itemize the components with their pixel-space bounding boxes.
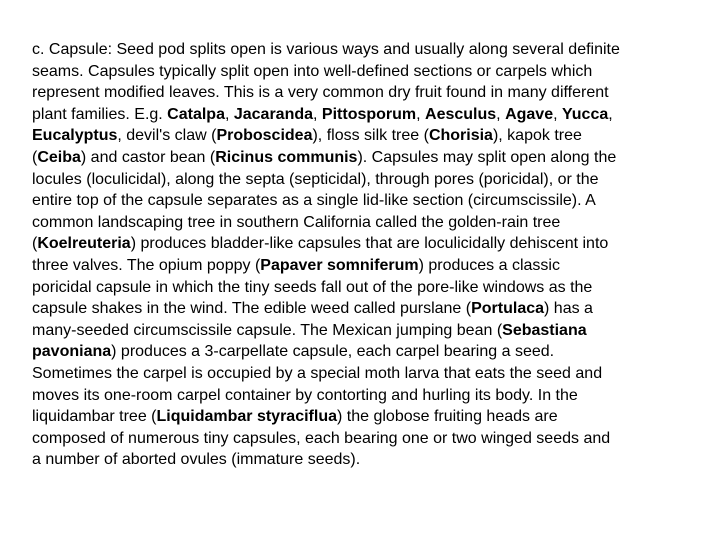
text-run: seams. Capsules typically split open into well-defined sections or carpels which — [32, 62, 593, 80]
text-run: , — [416, 105, 426, 123]
species-name: pavoniana — [32, 343, 112, 361]
text-run: , — [496, 105, 506, 123]
text-run: represent modified leaves. This is a very common dry fruit found in many different — [32, 84, 609, 102]
genus-name: Aesculus — [425, 105, 497, 123]
genus-name: Catalpa — [167, 105, 225, 123]
text-run: ) and castor bean ( — [80, 148, 216, 166]
text-run: entire top of the capsule separates as a single lid-like section (circumscissile). A — [32, 192, 596, 210]
text-run: composed of numerous tiny capsules, each bearing one or two winged seeds and — [32, 429, 611, 447]
text-run: ), floss silk tree ( — [312, 127, 429, 145]
text-run: common landscaping tree in southern California called the golden-rain tree — [32, 213, 561, 231]
text-run: plant families. E.g. — [32, 105, 168, 123]
text-run: , — [608, 105, 613, 123]
text-run: ). Capsules may split open along the — [357, 148, 617, 166]
text-line-13 — [32, 298, 696, 320]
text-run: poricidal capsule in which the tiny seeds fall out of the pore-like windows as the — [32, 278, 593, 296]
text-line-9 — [32, 212, 696, 234]
text-run: moves its one-room carpel container by contorting and hurling its body. In the — [32, 386, 578, 404]
genus-name: Ceiba — [37, 148, 81, 166]
text-line-19 — [32, 428, 696, 450]
capsule-description-paragraph — [32, 39, 696, 471]
text-run: , — [553, 105, 562, 123]
species-name: Ricinus communis — [215, 148, 358, 166]
text-run: ( — [32, 235, 38, 253]
text-line-11 — [32, 255, 696, 277]
genus-name: Proboscidea — [216, 127, 313, 145]
genus-name: Portulaca — [471, 300, 545, 318]
text-run: c. Capsule: Seed pod splits open is various ways and usually along several definite — [32, 41, 620, 58]
text-run: a number of aborted ovules (immature seeds). — [32, 451, 361, 469]
text-line-15 — [32, 341, 696, 363]
text-line-12 — [32, 277, 696, 299]
text-line-5 — [32, 125, 696, 147]
text-run: , — [313, 105, 322, 123]
text-run: ) produces bladder-like capsules that are loculicidally dehiscent into — [130, 235, 609, 253]
text-line-18 — [32, 406, 696, 428]
text-run: ) produces a 3-carpellate capsule, each carpel bearing a seed. — [111, 343, 555, 361]
text-run: , devil's claw ( — [117, 127, 217, 145]
text-line-14 — [32, 320, 696, 342]
text-run: capsule shakes in the wind. The edible weed called purslane ( — [32, 300, 472, 318]
text-run: Sometimes the carpel is occupied by a special moth larva that eats the seed and — [32, 364, 603, 382]
text-run: ) produces a classic — [418, 256, 560, 274]
genus-name: Eucalyptus — [32, 127, 118, 145]
text-line-7 — [32, 169, 696, 191]
text-run: , — [224, 105, 234, 123]
genus-name: Jacaranda — [233, 105, 314, 123]
text-run: liquidambar tree ( — [32, 408, 157, 426]
genus-name: Agave — [505, 105, 554, 123]
text-line-20 — [32, 449, 696, 471]
text-line-1 — [32, 39, 696, 61]
text-line-4 — [32, 104, 696, 126]
text-run: ) has a — [544, 300, 593, 318]
text-line-17 — [32, 385, 696, 407]
text-run: ), kapok tree — [492, 127, 582, 145]
genus-name: Chorisia — [428, 127, 493, 145]
text-run: many-seeded circumscissile capsule. The Mexican jumping bean ( — [32, 321, 503, 339]
text-run: three valves. The opium poppy ( — [32, 256, 261, 274]
genus-name: Pittosporum — [321, 105, 417, 123]
text-line-10 — [32, 233, 696, 255]
genus-name: Koelreuteria — [37, 235, 131, 253]
text-run: ( — [32, 148, 38, 166]
species-name: Papaver somniferum — [260, 256, 419, 274]
text-line-3 — [32, 82, 696, 104]
text-run: locules (loculicidal), along the septa (septicidal), through pores (poricidal), or the — [32, 170, 599, 188]
text-line-8 — [32, 190, 696, 212]
text-line-2 — [32, 61, 696, 83]
species-name: Sebastiana — [502, 321, 587, 339]
genus-name: Yucca — [561, 105, 609, 123]
text-line-6 — [32, 147, 696, 169]
species-name: Liquidambar styraciflua — [156, 408, 337, 426]
text-line-16 — [32, 363, 696, 385]
text-run: ) the globose fruiting heads are — [337, 408, 558, 426]
